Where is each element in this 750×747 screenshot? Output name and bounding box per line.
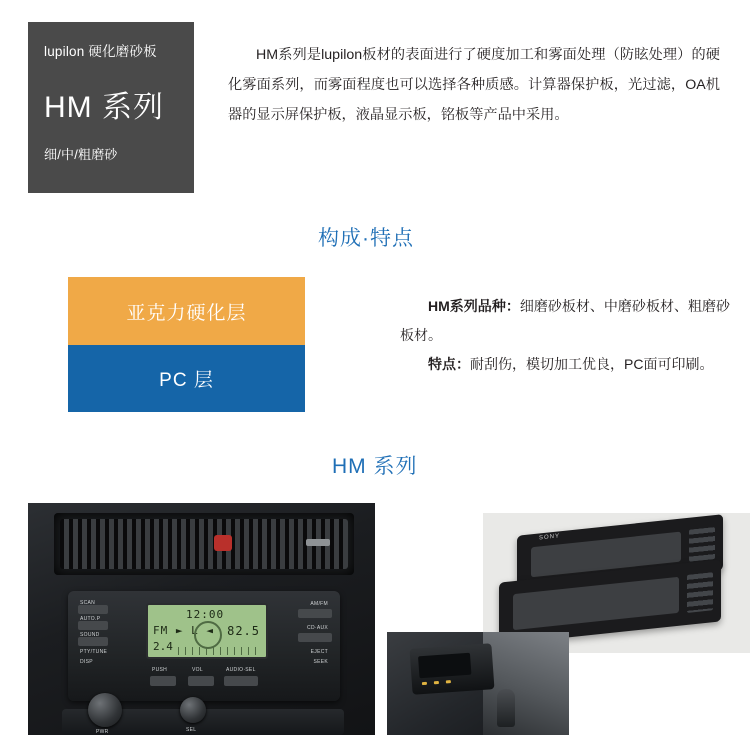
lcd-band: FM ► L ◄ bbox=[153, 624, 214, 637]
console-screen bbox=[418, 653, 471, 679]
header-section bbox=[0, 0, 750, 193]
series-title: HM 系列 bbox=[44, 91, 164, 125]
brand-label: lupilon 硬化磨砂板 bbox=[44, 44, 157, 59]
intro-paragraph: HM系列是lupilon板材的表面进行了硬度加工和雾面处理（防眩处理）的硬化雾面系列，而雾面程度也可以选择各种质感。计算器保护板，光过滤，OA机器的显示屏保护板，液晶显示板，铭板等产品中采用。 bbox=[228, 47, 720, 123]
label-cd-aux: CD·AUX bbox=[307, 625, 328, 631]
feature-label-varieties: HM系列品种： bbox=[428, 298, 520, 314]
bezel-keys-front bbox=[687, 572, 713, 613]
title-card bbox=[28, 22, 194, 193]
gallery bbox=[28, 503, 722, 735]
vent-slats bbox=[60, 519, 348, 569]
label-audio-sel: AUDIO·SEL bbox=[226, 667, 256, 673]
button-autop bbox=[78, 621, 108, 630]
feature-value-varieties: 细磨砂板材、中磨砂板材、粗磨砂板材。 bbox=[400, 298, 730, 343]
seat-background bbox=[483, 632, 569, 735]
head-unit bbox=[68, 591, 340, 701]
stereo-lcd-display bbox=[146, 603, 268, 659]
gear-shift-lever bbox=[497, 689, 515, 727]
lcd-frequency: 82.5 bbox=[227, 624, 260, 638]
bezel-keys-rear bbox=[689, 527, 715, 562]
label-disp: DISP bbox=[80, 659, 93, 665]
feature-line-characteristics bbox=[400, 350, 730, 379]
feature-value-characteristics: 耐刮伤，模切加工优良，PC面可印刷。 bbox=[470, 356, 714, 372]
label-pty-tune: PTY/TUNE bbox=[80, 649, 108, 655]
lcd-dial-icon bbox=[194, 621, 222, 649]
series-subtitle: 细/中/粗磨砂 bbox=[44, 147, 118, 163]
layer-acrylic: 亚克力硬化层 bbox=[68, 277, 305, 345]
bezel-window-front bbox=[513, 577, 679, 630]
lcd-preset: 2.4 bbox=[153, 640, 173, 653]
lcd-clock: 12:00 bbox=[186, 608, 225, 621]
button-audio-sel bbox=[224, 676, 258, 686]
label-sound: SOUND bbox=[80, 632, 100, 638]
knob-select bbox=[180, 697, 206, 723]
console-lower-trim bbox=[62, 709, 344, 735]
layer-diagram bbox=[68, 277, 305, 412]
photo-car-stereo-panel bbox=[28, 503, 375, 735]
label-autop: AUTO.P bbox=[80, 616, 101, 622]
label-sel: SEL bbox=[186, 727, 197, 733]
photo-center-console-detail bbox=[387, 632, 569, 735]
button-vol bbox=[188, 676, 214, 686]
feature-label-characteristics: 特点： bbox=[428, 356, 470, 372]
features-text bbox=[400, 292, 730, 379]
label-push: PUSH bbox=[152, 667, 168, 673]
lcd-tuning-scale bbox=[178, 647, 262, 655]
bezel-brand-label: SONY bbox=[539, 533, 561, 542]
knob-power-volume bbox=[88, 693, 122, 727]
label-eject: EJECT bbox=[310, 649, 328, 655]
air-vent-block bbox=[54, 513, 354, 575]
button-am-fm bbox=[298, 609, 332, 618]
button-sound bbox=[78, 637, 108, 646]
label-seek: SEEK bbox=[313, 659, 328, 665]
console-indicator-led-1 bbox=[422, 682, 427, 685]
button-scan bbox=[78, 605, 108, 614]
label-am-fm: AM/FM bbox=[310, 601, 328, 607]
hazard-light-button bbox=[214, 535, 232, 551]
feature-line-varieties bbox=[400, 292, 730, 350]
label-vol: VOL bbox=[192, 667, 203, 673]
button-cd-aux bbox=[298, 633, 332, 642]
console-indicator-led-3 bbox=[446, 680, 451, 683]
features-heading: 构成·特点 bbox=[318, 227, 414, 250]
layer-pc: PC 层 bbox=[68, 345, 305, 412]
label-pwr: PWR bbox=[96, 729, 109, 735]
console-indicator-led-2 bbox=[434, 681, 439, 684]
console-control-panel bbox=[409, 643, 494, 695]
vent-direction-tab bbox=[306, 539, 330, 546]
button-push bbox=[150, 676, 176, 686]
gallery-heading: HM 系列 bbox=[332, 455, 418, 478]
label-scan: SCAN bbox=[80, 600, 96, 606]
